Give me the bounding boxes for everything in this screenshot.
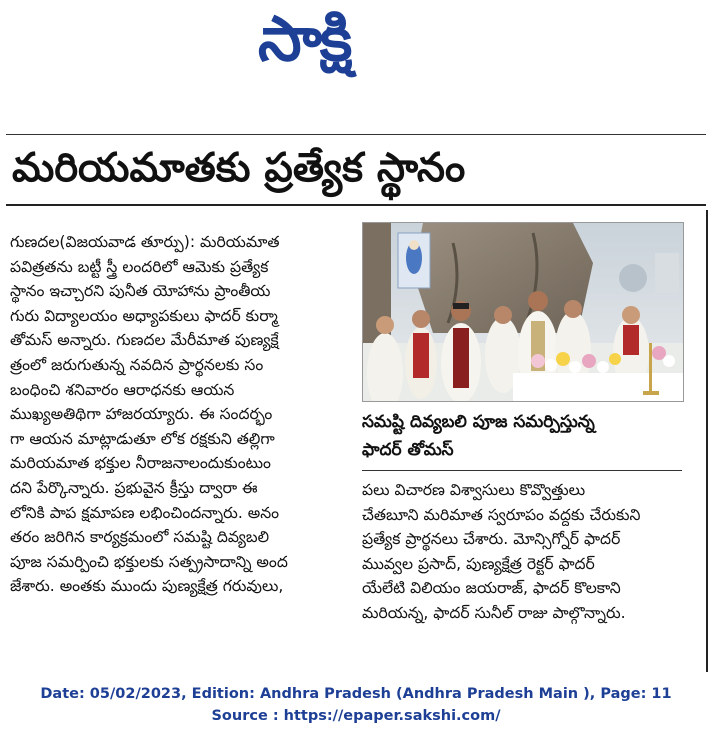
caption-divider — [362, 470, 682, 471]
footer-source-link[interactable]: Source : https://epaper.sakshi.com/ — [211, 708, 501, 724]
article-line: తరం జరిగిన కార్యక్రమంలో సమష్టి దివ్యబలి — [10, 528, 270, 547]
article-line: పూజ సమర్పించి భక్తులకు సత్ప్రసాదాన్ని అంద — [10, 552, 288, 571]
article-line: పవిత్రతను బట్టీ స్త్రీ లందరిలో ఆమెకు ప్రత్యేక — [10, 257, 269, 276]
article-line: బంధించి శనివారం ఆరాధనకు ఆయన — [10, 380, 235, 399]
article-body-right — [362, 478, 684, 626]
headline-divider — [6, 204, 706, 206]
masthead — [0, 0, 712, 135]
sakshi-logo: సాక్షి — [258, 2, 351, 75]
article-line: మరియమాత భక్తుల నీరాజనాలందుకుంటుం — [10, 454, 271, 473]
article-line: గురు విద్యాలయం అధ్యాపకులు ఫాదర్ కుర్మా — [10, 306, 278, 325]
article-line: జేశారు. అంతకు ముందు పుణ్యక్షేత్ర గరువులు, — [10, 577, 284, 596]
article-line: తోమస్ అన్నారు. గుణదల మేరీమాత పుణ్యక్షే — [10, 331, 279, 350]
caption-line: సమష్టి దివ్యబలి పూజ సమర్పిస్తున్న — [362, 412, 595, 432]
article-photo — [362, 222, 684, 402]
masthead-divider — [6, 134, 706, 135]
article-body-left — [10, 230, 350, 599]
article-line: స్థానం ఇచ్చారని పునీత యోహాను ప్రాంతీయ — [10, 282, 271, 301]
article-line: లోనికి పాప క్షమాపణ లభించిందన్నారు. అనం — [10, 503, 280, 522]
article-line: ముఖ్యఅతిథిగా హాజరయ్యారు. ఈ సందర్భం — [10, 405, 273, 424]
article-line: మువ్వల ప్రసాద్, పుణ్యక్షేత్ర రెక్టర్ ఫాదర్ — [362, 554, 595, 573]
article-line: ప్రత్యేక ప్రార్థనలు చేశారు. మోన్సిగ్నోర్ ఫాదర్ — [362, 530, 621, 549]
article-line: త్రంలో జరుగుతున్న నవదిన ప్రార్థనలకు సం — [10, 355, 264, 374]
church-mass-photo — [363, 223, 683, 401]
article-line: యేలేటి విలియం జయరాజ్, ఫాదర్ కొలకాని — [362, 579, 621, 598]
article-line: గుణదల(విజయవాడ తూర్పు): మరియమాత — [10, 233, 280, 251]
article-line: చేతబూని మరిమాత స్వరూపం వద్దకు చేరుకుని — [362, 505, 641, 524]
page-edge-bar — [706, 210, 708, 672]
photo-caption — [362, 408, 682, 464]
article-line: గా ఆయన మాట్లాడుతూ లోక రక్షకుని తల్లిగా — [10, 429, 275, 448]
article-line: పలు విచారణ విశ్వాసులు కొవ్వొత్తులు — [362, 481, 586, 499]
article-line: దని పేర్కొన్నారు. ప్రభువైన క్రీస్తు ద్వారా ఈ — [10, 478, 258, 497]
clipping-footer — [0, 683, 712, 727]
footer-date-edition: Date: 05/02/2023, Edition: Andhra Pradesh (Andhra Pradesh Main ), Page: 11 — [40, 686, 672, 702]
article-headline: మరియమాతకు ప్రత్యేక స్థానం — [12, 145, 466, 191]
article-line: మరియన్న, ఫాదర్ సునీల్ రాజు పాల్గొన్నారు. — [362, 603, 626, 622]
caption-line: ఫాదర్ తోమస్ — [362, 440, 454, 460]
